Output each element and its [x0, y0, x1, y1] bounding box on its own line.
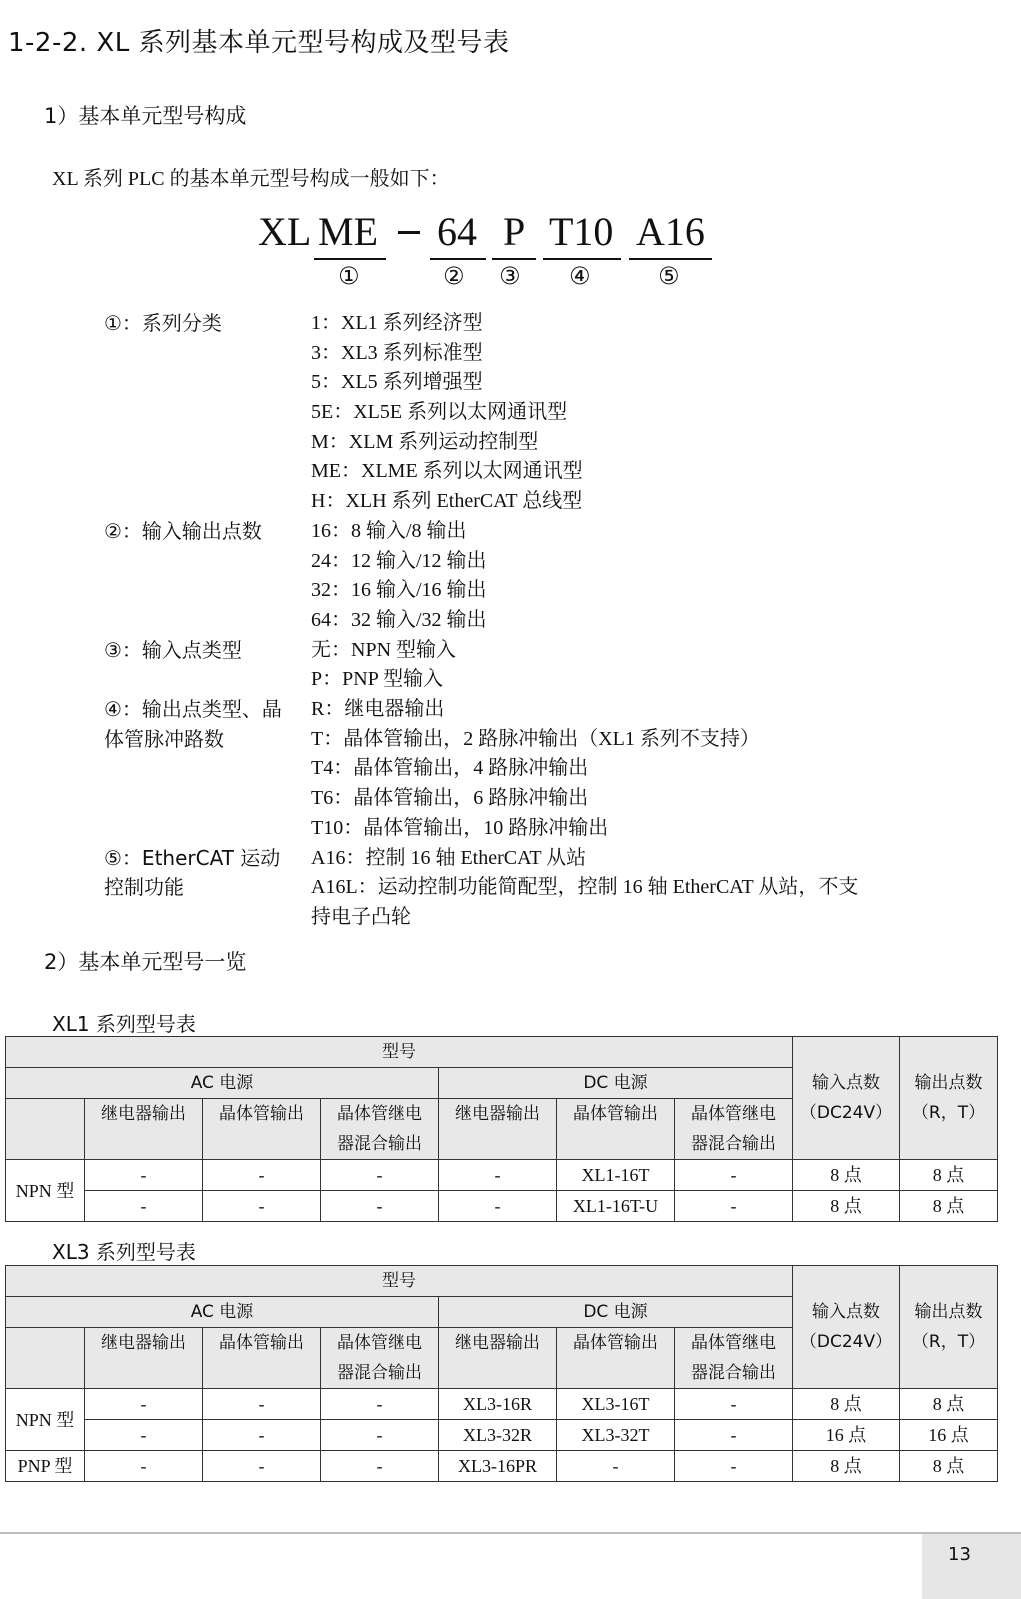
header-dc-transistor: 晶体管输出 — [557, 1328, 675, 1389]
cell: XL1-16T — [557, 1160, 675, 1191]
header-dc-transistor: 晶体管输出 — [557, 1099, 675, 1160]
table-row — [6, 1420, 998, 1451]
def-label-series: ①：系列分类 — [104, 311, 222, 335]
cell: 8 点 — [793, 1160, 900, 1191]
mark-3: ③ — [499, 262, 521, 290]
intro-text: XL 系列 PLC 的基本单元型号构成一般如下： — [52, 168, 450, 190]
cell: - — [321, 1451, 439, 1482]
def-label-ethercat-cont: 控制功能 — [104, 875, 184, 899]
section-title: 1-2-2. XL 系列基本单元型号构成及型号表 — [8, 28, 510, 58]
cell: - — [675, 1191, 793, 1222]
cell: XL3-16PR — [439, 1451, 557, 1482]
header-ac-power: AC 电源 — [6, 1297, 439, 1328]
cell: 8 点 — [793, 1451, 900, 1482]
table-row — [6, 1389, 998, 1420]
cell: XL1-16T-U — [557, 1191, 675, 1222]
table-row — [6, 1451, 998, 1482]
cell: 8 点 — [900, 1191, 998, 1222]
subsection-title-list: 2）基本单元型号一览 — [44, 950, 247, 974]
xl3-model-table — [5, 1265, 998, 1482]
header-ac-mixed: 晶体管继电 器混合输出 — [321, 1099, 439, 1160]
cell: - — [85, 1191, 203, 1222]
header-ac-mixed: 晶体管继电 器混合输出 — [321, 1328, 439, 1389]
cell: - — [321, 1420, 439, 1451]
cell: XL3-16T — [557, 1389, 675, 1420]
underline-4 — [543, 258, 621, 260]
def-item: T10：晶体管输出，10 路脉冲输出 — [311, 817, 609, 839]
xl1-model-table — [5, 1036, 998, 1222]
def-item: T：晶体管输出，2 路脉冲输出（XL1 系列不支持） — [311, 728, 760, 750]
model-part-4: T10 — [549, 209, 614, 254]
def-label-input-type: ③：输入点类型 — [104, 638, 242, 662]
header-input-points: 输入点数 （DC24V） — [793, 1266, 900, 1389]
def-item: 无：NPN 型输入 — [311, 639, 457, 661]
cell: - — [203, 1160, 321, 1191]
page-number: 13 — [948, 1544, 971, 1565]
row-type: NPN 型 — [6, 1389, 85, 1451]
header-model: 型号 — [6, 1266, 793, 1297]
def-item: 5E：XL5E 系列以太网通讯型 — [311, 401, 568, 423]
cell: - — [557, 1451, 675, 1482]
cell: - — [439, 1191, 557, 1222]
cell: - — [85, 1451, 203, 1482]
def-label-ethercat: ⑤：EtherCAT 运动 — [104, 846, 281, 870]
cell: 8 点 — [900, 1389, 998, 1420]
cell: - — [321, 1160, 439, 1191]
underline-3 — [492, 258, 536, 260]
footer-divider — [0, 1532, 1021, 1534]
cell: 8 点 — [900, 1160, 998, 1191]
header-dc-mixed: 晶体管继电 器混合输出 — [675, 1328, 793, 1389]
header-dc-power: DC 电源 — [439, 1068, 793, 1099]
def-item: H：XLH 系列 EtherCAT 总线型 — [311, 490, 583, 512]
row-type: NPN 型 — [6, 1160, 85, 1222]
underline-1 — [314, 258, 386, 260]
header-input-points: 输入点数 （DC24V） — [793, 1037, 900, 1160]
table-row — [6, 1191, 998, 1222]
model-part-5: A16 — [636, 209, 705, 254]
header-ac-relay: 继电器输出 — [85, 1099, 203, 1160]
underline-5 — [629, 258, 712, 260]
def-item: 32：16 输入/16 输出 — [311, 579, 487, 601]
mark-4: ④ — [569, 262, 591, 290]
header-ac-power: AC 电源 — [6, 1068, 439, 1099]
header-model: 型号 — [6, 1037, 793, 1068]
row-type: PNP 型 — [6, 1451, 85, 1482]
def-item: 1：XL1 系列经济型 — [311, 312, 483, 334]
def-item: A16：控制 16 轴 EtherCAT 从站 — [311, 847, 587, 869]
def-label-output-type-cont: 体管脉冲路数 — [104, 727, 224, 751]
def-item: T4：晶体管输出，4 路脉冲输出 — [311, 757, 589, 779]
cell: - — [321, 1389, 439, 1420]
header-blank — [6, 1099, 85, 1160]
header-ac-transistor: 晶体管输出 — [203, 1099, 321, 1160]
cell: - — [675, 1420, 793, 1451]
mark-1: ① — [338, 262, 360, 290]
header-output-points: 输出点数 （R，T） — [900, 1266, 998, 1389]
cell: - — [85, 1389, 203, 1420]
cell: - — [203, 1451, 321, 1482]
def-item: 5：XL5 系列增强型 — [311, 371, 483, 393]
mark-2: ② — [443, 262, 465, 290]
header-ac-transistor: 晶体管输出 — [203, 1328, 321, 1389]
cell: - — [203, 1389, 321, 1420]
def-item: M：XLM 系列运动控制型 — [311, 431, 539, 453]
table-caption-xl3: XL3 系列型号表 — [52, 1240, 196, 1264]
def-item: T6：晶体管输出，6 路脉冲输出 — [311, 787, 589, 809]
page-number-box — [922, 1534, 1021, 1599]
header-blank — [6, 1328, 85, 1389]
cell: - — [675, 1451, 793, 1482]
cell: 8 点 — [900, 1451, 998, 1482]
cell: XL3-32R — [439, 1420, 557, 1451]
cell: 16 点 — [793, 1420, 900, 1451]
cell: 8 点 — [793, 1191, 900, 1222]
underline-2 — [430, 258, 486, 260]
model-part-2: 64 — [437, 209, 477, 254]
header-dc-mixed: 晶体管继电 器混合输出 — [675, 1099, 793, 1160]
cell: - — [203, 1191, 321, 1222]
header-ac-relay: 继电器输出 — [85, 1328, 203, 1389]
header-dc-relay: 继电器输出 — [439, 1099, 557, 1160]
model-part-1: ME — [318, 209, 378, 254]
cell: 16 点 — [900, 1420, 998, 1451]
def-item: P：PNP 型输入 — [311, 668, 444, 690]
def-item: 16：8 输入/8 输出 — [311, 520, 467, 542]
cell: - — [203, 1420, 321, 1451]
cell: 8 点 — [793, 1389, 900, 1420]
header-dc-relay: 继电器输出 — [439, 1328, 557, 1389]
def-item: 64：32 输入/32 输出 — [311, 609, 487, 631]
def-item: 3：XL3 系列标准型 — [311, 342, 483, 364]
def-item: ME：XLME 系列以太网通讯型 — [311, 460, 583, 482]
cell: - — [439, 1160, 557, 1191]
model-part-3: P — [503, 209, 526, 254]
cell: - — [85, 1420, 203, 1451]
table-row — [6, 1160, 998, 1191]
model-dash — [398, 231, 420, 234]
def-item: 24：12 输入/12 输出 — [311, 550, 487, 572]
cell: - — [321, 1191, 439, 1222]
subsection-title-composition: 1）基本单元型号构成 — [44, 104, 247, 128]
cell: - — [675, 1160, 793, 1191]
cell: - — [85, 1160, 203, 1191]
header-dc-power: DC 电源 — [439, 1297, 793, 1328]
def-item: A16L：运动控制功能简配型，控制 16 轴 EtherCAT 从站，不支 — [311, 876, 859, 898]
table-caption-xl1: XL1 系列型号表 — [52, 1012, 196, 1036]
model-prefix: XL — [258, 209, 312, 254]
mark-5: ⑤ — [658, 262, 680, 290]
def-label-io-points: ②：输入输出点数 — [104, 519, 262, 543]
header-output-points: 输出点数 （R，T） — [900, 1037, 998, 1160]
cell: XL3-32T — [557, 1420, 675, 1451]
def-item: R：继电器输出 — [311, 698, 445, 720]
def-item: 持电子凸轮 — [311, 906, 411, 928]
cell: XL3-16R — [439, 1389, 557, 1420]
def-label-output-type: ④：输出点类型、晶 — [104, 697, 282, 721]
cell: - — [675, 1389, 793, 1420]
